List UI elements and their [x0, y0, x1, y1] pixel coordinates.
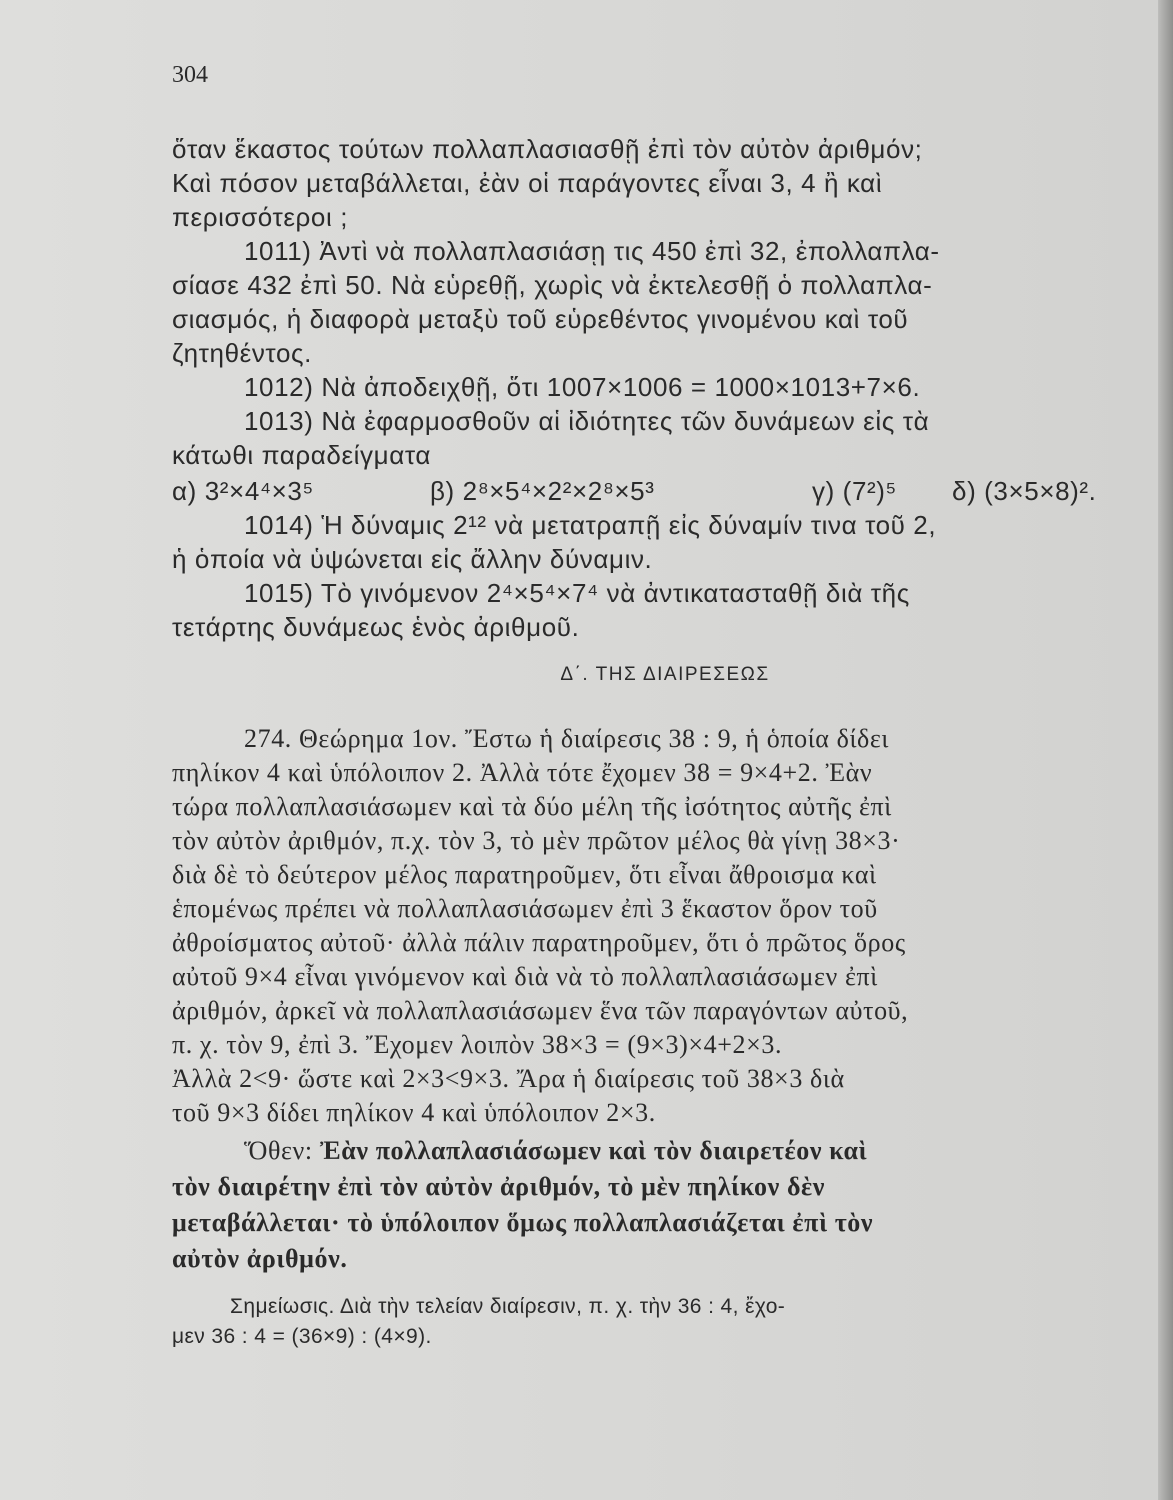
text-line: τετάρτης δυνάμεως ἑνὸς ἀριθμοῦ. — [172, 612, 580, 642]
conclusion-line — [244, 1134, 867, 1168]
theorem-line: ἀθροίσματος αὐτοῦ· ἀλλὰ πάλιν παρατηροῦμεν, ὅτι ὁ πρῶτος ὅρος — [172, 928, 906, 957]
exercise-1013: 1013) Νὰ ἐφαρμοσθοῦν αἱ ἰδιότητες τῶν δυνάμεων εἰς τὰ — [244, 406, 930, 436]
example-d: δ) (3×5×8)². — [952, 476, 1097, 506]
text-line: ἡ ὁποία νὰ ὑψώνεται εἰς ἄλλην δύναμιν. — [172, 544, 653, 574]
text-line: ζητηθέντος. — [172, 338, 312, 368]
theorem-line: Ἀλλὰ 2<9· ὥστε καὶ 2×3<9×3. Ἄρα ἡ διαίρεσις τοῦ 38×3 διὰ — [172, 1064, 845, 1093]
example-b: β) 2⁸×5⁴×2²×2⁸×5³ — [430, 476, 655, 506]
conclusion-lead: Ὅθεν: — [244, 1136, 313, 1165]
theorem-line: π. χ. τὸν 9, ἐπὶ 3. Ἔχομεν λοιπὸν 38×3 = (9×3)×4+2×3. — [172, 1030, 783, 1059]
theorem-line: τὸν αὐτὸν ἀριθμόν, π.χ. τὸν 3, τὸ μὲν πρῶτον μέλος θὰ γίνῃ 38×3· — [172, 826, 901, 855]
conclusion-line: τὸν διαιρέτην ἐπὶ τὸν αὐτὸν ἀριθμόν, τὸ μὲν πηλίκον δὲν — [172, 1172, 825, 1201]
note-line: μεν 36 : 4 = (36×9) : (4×9). — [172, 1325, 432, 1348]
example-a: α) 3²×4⁴×3⁵ — [172, 476, 314, 506]
text-line: σίασε 432 ἐπὶ 50. Νὰ εὑρεθῇ, χωρὶς νὰ ἐκτελεσθῇ ὁ πολλαπλα- — [172, 270, 933, 300]
theorem-line: πηλίκον 4 καὶ ὑπόλοιπον 2. Ἀλλὰ τότε ἔχομεν 38 = 9×4+2. Ἐὰν — [172, 758, 873, 787]
conclusion-line: αὐτὸν ἀριθμόν. — [172, 1244, 348, 1273]
section-heading: Δ΄. ΤΗΣ ΔΙΑΙΡΕΣΕΩΣ — [560, 664, 770, 685]
exercise-1012: 1012) Νὰ ἀποδειχθῇ, ὅτι 1007×1006 = 1000×1013+7×6. — [244, 372, 921, 402]
text-line: περισσότεροι ; — [172, 202, 349, 232]
exercise-1015: 1015) Τὸ γινόμενον 2⁴×5⁴×7⁴ νὰ ἀντικατασταθῇ διὰ τῆς — [244, 578, 910, 608]
theorem-line: διὰ δὲ τὸ δεύτερον μέλος παρατηροῦμεν, ὅτι εἶναι ἄθροισμα καὶ — [172, 860, 877, 889]
theorem-line: ἀριθμόν, ἀρκεῖ νὰ πολλαπλασιάσωμεν ἕνα τῶν παραγόντων αὐτοῦ, — [172, 996, 909, 1025]
conclusion-rule: Ἐὰν πολλαπλασιάσωμεν καὶ τὸν διαιρετέον καὶ — [319, 1136, 868, 1165]
example-c: γ) (7²)⁵ — [812, 476, 897, 506]
note-line: Σημείωσις. Διὰ τὴν τελείαν διαίρεσιν, π. χ. τὴν 36 : 4, ἔχο- — [230, 1295, 786, 1318]
exercise-1011: 1011) Ἀντὶ νὰ πολλαπλασιάσῃ τις 450 ἐπὶ 32, ἐπολλαπλα- — [244, 236, 940, 266]
theorem-line: τοῦ 9×3 δίδει πηλίκον 4 καὶ ὑπόλοιπον 2×3. — [172, 1098, 656, 1127]
page-number: 304 — [172, 62, 208, 88]
text-line: σιασμός, ἡ διαφορὰ μεταξὺ τοῦ εὑρεθέντος γινομένου καὶ τοῦ — [172, 304, 909, 334]
theorem-line: ἑπομένως πρέπει νὰ πολλαπλασιάσωμεν ἐπὶ 3 ἕκαστον ὅρον τοῦ — [172, 894, 878, 923]
theorem-line: τώρα πολλαπλασιάσωμεν καὶ τὰ δύο μέλη τῆς ἰσότητος αὐτῆς ἐπὶ — [172, 792, 892, 821]
conclusion-line: μεταβάλλεται· τὸ ὑπόλοιπον ὅμως πολλαπλασιάζεται ἐπὶ τὸν — [172, 1208, 874, 1237]
page-edge — [1158, 0, 1173, 1500]
text-line: ὅταν ἕκαστος τούτων πολλαπλασιασθῇ ἐπὶ τὸν αὐτὸν ἀριθμόν; — [172, 134, 923, 164]
theorem-line: 274. Θεώρημα 1ον. Ἔστω ἡ διαίρεσις 38 : 9, ἡ ὁποία δίδει — [244, 724, 890, 753]
text-line: κάτωθι παραδείγματα — [172, 440, 431, 470]
exercise-1014: 1014) Ἡ δύναμις 2¹² νὰ μετατραπῇ εἰς δύναμίν τινα τοῦ 2, — [244, 510, 937, 540]
theorem-line: αὐτοῦ 9×4 εἶναι γινόμενον καὶ διὰ νὰ τὸ πολλαπλασιάσωμεν ἐπὶ — [172, 962, 878, 991]
text-line: Καὶ πόσον μεταβάλλεται, ἐὰν οἱ παράγοντες εἶναι 3, 4 ἢ καὶ — [172, 168, 883, 198]
